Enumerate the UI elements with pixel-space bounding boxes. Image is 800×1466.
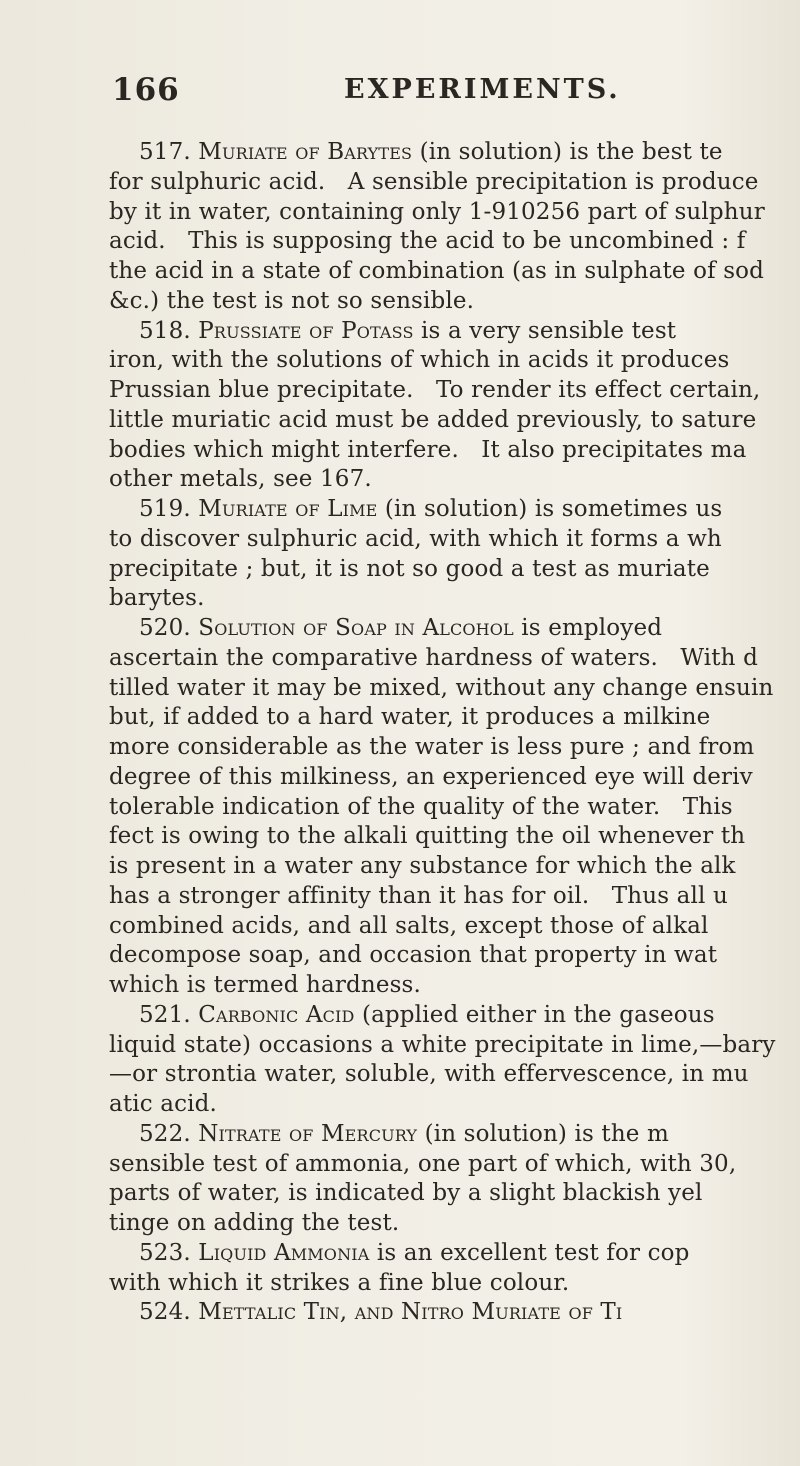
line-text: &c.) the test is not so sensible. — [109, 287, 475, 314]
line-text: precipitate ; but, it is not so good a test as muriate — [109, 555, 710, 582]
line-text: ascertain the comparative hardness of waters. With d — [109, 644, 758, 671]
line-text: liquid state) occasions a white precipitate in lime,—bary — [109, 1031, 776, 1058]
line-text: for sulphuric acid. A sensible precipitation is produce — [109, 168, 759, 195]
text-line — [109, 525, 800, 555]
entry-heading: Carbonic Acid — [198, 1001, 355, 1028]
entry-heading: Solution of Soap in Alcohol — [198, 615, 514, 641]
text-line — [109, 584, 800, 614]
entry-number: 519. — [139, 496, 191, 522]
page-number: 166 — [112, 72, 180, 108]
text-line — [109, 376, 800, 406]
entry-heading: Prussiate of Potass — [198, 317, 414, 344]
line-text: tinge on adding the test. — [109, 1210, 400, 1236]
entry-heading: Muriate of Barytes — [198, 139, 413, 165]
entry-number: 523. — [139, 1239, 191, 1266]
text-line — [109, 1269, 800, 1299]
entry-heading: Mettalic Tin, and Nitro Muriate of Ti — [198, 1299, 623, 1326]
page-header — [112, 72, 772, 112]
line-text: (in solution) is the m — [417, 1120, 669, 1147]
line-text: more considerable as the water is less pure ; and from — [109, 734, 755, 760]
text-line — [109, 346, 800, 376]
line-text: the acid in a state of combination (as in sulphate of sod — [109, 258, 765, 284]
line-text: which is termed hardness. — [109, 972, 421, 998]
line-text: with which it strikes a fine blue colour. — [109, 1269, 570, 1296]
text-line — [109, 793, 800, 823]
line-text: atic acid. — [109, 1091, 217, 1117]
line-text: degree of this milkiness, an experienced eye will deriv — [109, 763, 753, 790]
line-text: acid. This is supposing the acid to be uncombined : f — [109, 228, 746, 255]
line-text: decompose soap, and occasion that property in wat — [109, 942, 718, 969]
line-text: other metals, see 167. — [109, 466, 372, 493]
line-text: parts of water, is indicated by a slight blackish yel — [109, 1180, 703, 1207]
text-line — [109, 465, 800, 495]
text-line — [109, 1090, 800, 1120]
text-line — [109, 168, 800, 198]
entry-number: 517. — [139, 139, 191, 165]
text-line — [109, 882, 800, 912]
line-text: combined acids, and all salts, except those of alkal — [109, 912, 709, 939]
text-line — [109, 703, 800, 733]
line-text: iron, with the solutions of which in acids it produces — [109, 347, 730, 374]
line-text: but, if added to a hard water, it produces a milkine — [109, 704, 711, 731]
line-text: little muriatic acid must be added previously, to sature — [109, 406, 757, 433]
entry-number: 521. — [139, 1001, 191, 1028]
text-line — [109, 436, 800, 466]
entry-heading: Liquid Ammonia — [198, 1239, 370, 1266]
line-text: by it in water, containing only 1-910256 part of sulphur — [109, 198, 765, 225]
entry-heading: Muriate of Lime — [198, 496, 378, 522]
line-text: is an excellent test for cop — [369, 1239, 690, 1266]
text-line — [109, 614, 800, 644]
line-text: sensible test of ammonia, one part of which, with 30, — [109, 1150, 737, 1177]
line-text: (in solution) is the best te — [412, 139, 723, 165]
text-line — [109, 1120, 800, 1150]
text-line — [109, 227, 800, 257]
line-text: tolerable indication of the quality of the water. This — [109, 793, 733, 820]
text-line — [109, 1179, 800, 1209]
line-text: (applied either in the gaseous — [354, 1001, 715, 1028]
text-line — [109, 555, 800, 585]
line-text: has a stronger affinity than it has for oil. Thus all u — [109, 882, 728, 909]
text-line — [109, 257, 800, 287]
text-line — [109, 495, 800, 525]
text-line — [109, 138, 800, 168]
text-line — [109, 1150, 800, 1180]
text-line — [109, 1209, 800, 1239]
body-text — [109, 138, 800, 1458]
entry-number: 520. — [139, 615, 191, 641]
line-text: —or strontia water, soluble, with effervescence, in mu — [109, 1061, 749, 1088]
text-line — [109, 852, 800, 882]
text-line — [109, 733, 800, 763]
line-text: to discover sulphuric acid, with which it forms a wh — [109, 525, 722, 552]
text-line — [109, 1239, 800, 1269]
line-text: barytes. — [109, 585, 205, 612]
text-line — [109, 1060, 800, 1090]
text-line — [109, 1001, 800, 1031]
text-line — [109, 941, 800, 971]
line-text: fect is owing to the alkali quitting the oil whenever th — [109, 823, 746, 850]
line-text: bodies which might interfere. It also precipitates ma — [109, 436, 747, 463]
running-head: EXPERIMENTS. — [344, 74, 621, 105]
text-line — [109, 406, 800, 436]
entry-number: 518. — [139, 317, 191, 344]
text-line — [109, 822, 800, 852]
text-line — [109, 287, 800, 317]
line-text: is a very sensible test — [413, 317, 677, 344]
text-line — [109, 644, 800, 674]
text-line — [109, 763, 800, 793]
line-text: tilled water it may be mixed, without any change ensuin — [109, 674, 774, 701]
entry-number: 524. — [139, 1299, 191, 1326]
text-line — [109, 198, 800, 228]
text-line — [109, 1298, 800, 1328]
line-text: is present in a water any substance for which the alk — [109, 853, 736, 879]
text-line — [109, 912, 800, 942]
text-line — [109, 971, 800, 1001]
entry-heading: Nitrate of Mercury — [198, 1120, 418, 1147]
text-line — [109, 674, 800, 704]
line-text: (in solution) is sometimes us — [377, 496, 723, 522]
text-line — [109, 1031, 800, 1061]
entry-number: 522. — [139, 1120, 191, 1147]
text-line — [109, 317, 800, 347]
line-text: is employed — [513, 615, 663, 641]
line-text: Prussian blue precipitate. To render its effect certain, — [109, 377, 761, 403]
